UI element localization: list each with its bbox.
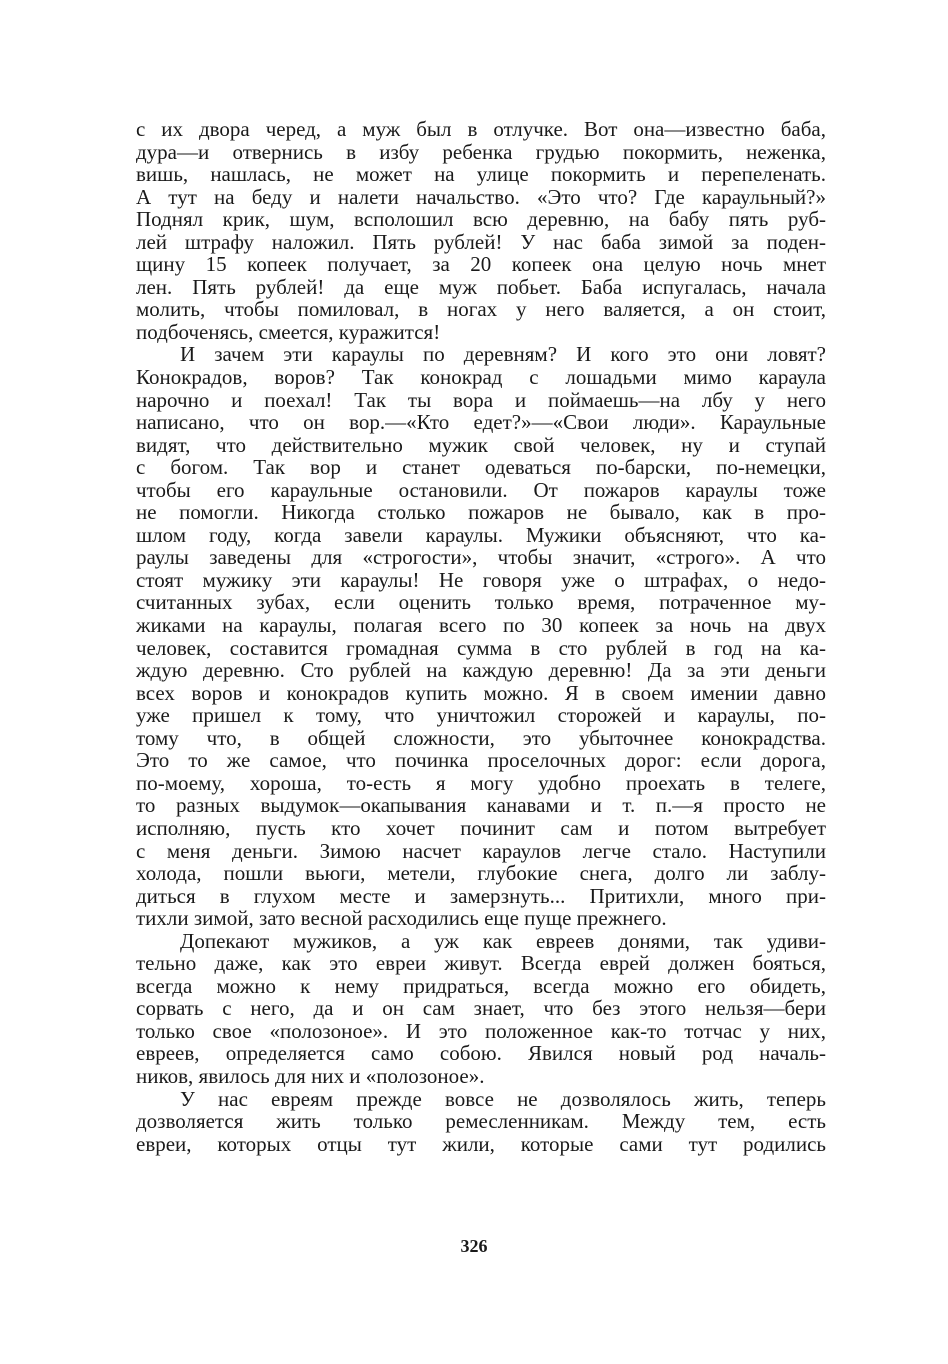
text-line: всегда можно к нему придраться, всегда можно его обидеть, <box>136 973 826 998</box>
paragraph-4 <box>136 1088 826 1156</box>
text-line: уже пришел к тому, что уничтожил сторожей и караулы, по- <box>136 703 826 728</box>
text-line: дура—и отвернись в избу ребенка грудью покормить, неженка, <box>136 139 826 164</box>
text-line: написано, что он вор.—«Кто едет?»—«Свои люди». Караульные <box>136 410 826 435</box>
page-number: 326 <box>460 1236 488 1256</box>
text-line: вишь, нашлась, не может на улице покормить и перепеленать. <box>136 162 826 187</box>
text-line: исполняю, пусть кто хочет починит сам и потом вытребует <box>136 815 826 840</box>
text-line: щину 15 копеек получает, за 20 копеек она целую ночь мнет <box>136 252 826 277</box>
text-line: дозволяется жить только ремесленникам. Между тем, есть <box>136 1109 826 1134</box>
text-line: шлом году, когда завели караулы. Мужики объясняют, что ка- <box>136 522 826 547</box>
text-line: не помогли. Никогда столько пожаров не бывало, как в про- <box>136 500 826 525</box>
text-line: диться в глухом месте и замерзнуть... Притихли, много при- <box>136 883 826 908</box>
text-line: Поднял крик, шум, всполошил всю деревню, на бабу пять руб- <box>136 207 826 232</box>
text-line: подбоченясь, смеется, куражится! <box>136 319 441 344</box>
text-line: тихли зимой, зато весной расходились еще пуще прежнего. <box>136 906 667 931</box>
text-line: евреи, которых отцы тут жили, которые сами тут родились <box>136 1131 826 1156</box>
text-line: человек, составится громадная сумма в сто рублей в год на ка- <box>136 635 826 660</box>
page-text <box>136 118 826 1155</box>
text-line: с меня деньги. Зимою насчет караулов легче стало. Наступили <box>136 838 826 863</box>
text-line: тому что, в общей сложности, это убыточнее конокрадства. <box>136 725 826 750</box>
text-line: считанных зубах, если оценить только время, потраченное му- <box>136 590 826 615</box>
text-line: раулы заведены для «строгости», чтобы значит, «строго». А что <box>136 545 826 570</box>
text-line: нарочно и поехал! Так ты вора и поймаешь—на лбу у него <box>136 387 826 412</box>
text-line: ников, явилось для них и «полозоное». <box>136 1063 485 1088</box>
text-line: видят, что действительно мужик свой человек, ну и ступай <box>136 432 826 457</box>
text-line: по-моему, хороша, то-есть я могу удобно проехать в телеге, <box>136 770 826 795</box>
text-line: с богом. Так вор и станет одеваться по-барски, по-немецки, <box>136 455 826 480</box>
paragraph-2 <box>136 343 826 929</box>
text-line: чтобы его караульные остановили. От пожаров караулы тоже <box>136 477 826 502</box>
text-line: сорвать с него, да и он сам знает, что без этого нельзя—бери <box>136 996 826 1021</box>
paragraph-1 <box>136 118 826 343</box>
text-line: Конокрадов, воров? Так конокрад с лошадьми мимо караула <box>136 365 826 390</box>
text-line: Это то же самое, что починка проселочных дорог: если дорога, <box>136 748 826 773</box>
text-line: У нас евреям прежде вовсе не дозволялось жить, теперь <box>180 1086 826 1111</box>
text-line: ждую деревню. Сто рублей на каждую деревню! Да за эти деньги <box>136 658 826 683</box>
text-line: всех воров и конокрадов купить можно. Я в своем имении давно <box>136 680 826 705</box>
text-line: холода, пошли вьюги, метели, глубокие снега, долго ли заблу- <box>136 861 826 886</box>
paragraph-3 <box>136 930 826 1088</box>
text-line: Допекают мужиков, а уж как евреев донями, так удиви- <box>180 928 826 953</box>
text-line: только свое «полозоное». И это положенное как-то тотчас у них, <box>136 1018 826 1043</box>
text-line: тельно даже, как это евреи живут. Всегда еврей должен бояться, <box>136 951 826 976</box>
text-line: евреев, определяется само собою. Явился новый род началь- <box>136 1041 826 1066</box>
text-line: лен. Пять рублей! да еще муж побьет. Баба испугалась, начала <box>136 274 826 299</box>
text-line: лей штрафу наложил. Пять рублей! У нас баба зимой за поден- <box>136 229 826 254</box>
text-line: молить, чтобы помиловал, в ногах у него валяется, а он стоит, <box>136 297 826 322</box>
text-line: жиками на караулы, полагая всего по 30 копеек за ночь на двух <box>136 613 826 638</box>
text-line: то разных выдумок—окапывания канавами и т. п.—я просто не <box>136 793 826 818</box>
text-line: И зачем эти караулы по деревням? И кого это они ловят? <box>180 342 826 367</box>
text-line: с их двора черед, а муж был в отлучке. Вот она—известно баба, <box>136 117 826 141</box>
text-line: стоят мужику эти караулы! Не говоря уже о штрафах, о недо- <box>136 567 826 592</box>
text-line: А тут на беду и налети начальство. «Это что? Где караульный?» <box>136 184 826 209</box>
